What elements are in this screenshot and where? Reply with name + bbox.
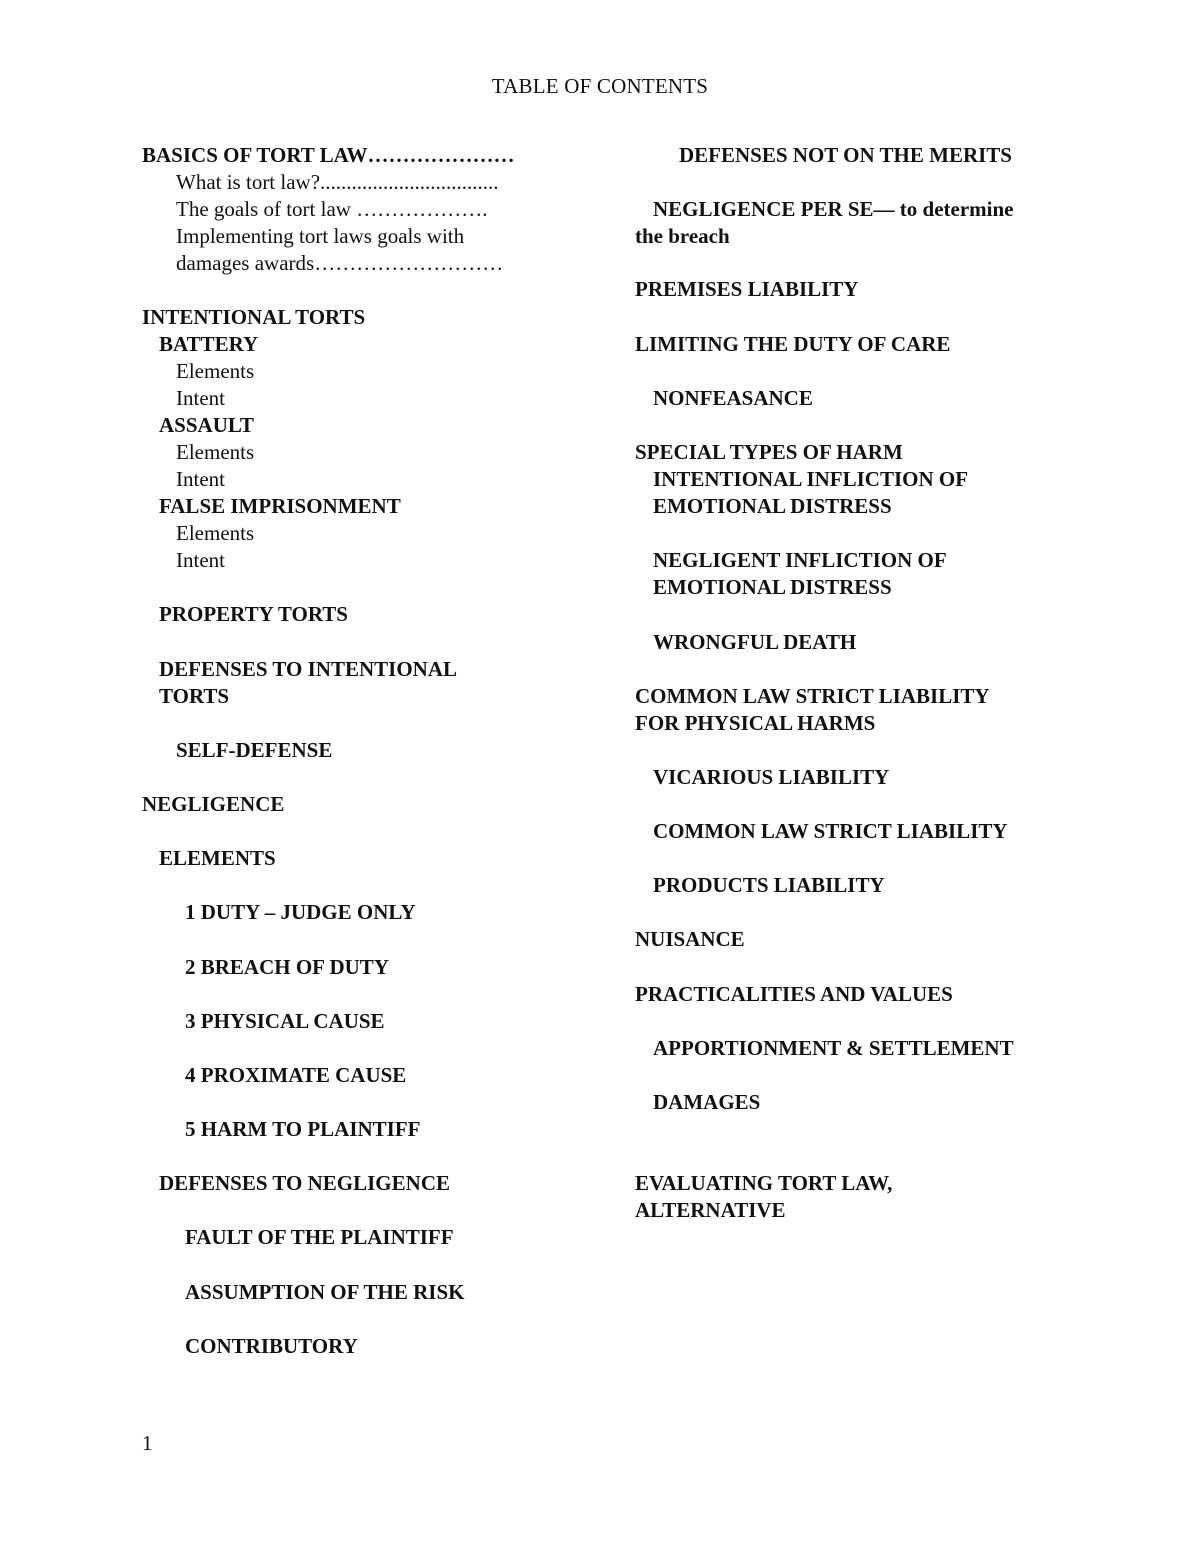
toc-basics-of-tort-law[interactable]: BASICS OF TORT LAW………………… xyxy=(142,143,515,167)
toc-strict-liability-line2[interactable]: FOR PHYSICAL HARMS xyxy=(635,711,876,735)
toc-physical-cause[interactable]: 3 PHYSICAL CAUSE xyxy=(185,1009,385,1033)
page-title: TABLE OF CONTENTS xyxy=(491,74,709,98)
toc-battery-elements[interactable]: Elements xyxy=(176,359,255,383)
toc-defenses-to-negligence[interactable]: DEFENSES TO NEGLIGENCE xyxy=(159,1171,450,1195)
toc-proximate-cause[interactable]: 4 PROXIMATE CAUSE xyxy=(185,1063,407,1087)
toc-nuisance[interactable]: NUISANCE xyxy=(635,927,745,951)
toc-iied-line2[interactable]: EMOTIONAL DISTRESS xyxy=(653,494,892,518)
toc-what-is-tort-law[interactable]: What is tort law?.................................. xyxy=(176,170,499,194)
toc-harm-to-plaintiff[interactable]: 5 HARM TO PLAINTIFF xyxy=(185,1117,421,1141)
toc-assault[interactable]: ASSAULT xyxy=(159,413,254,437)
toc-elements[interactable]: ELEMENTS xyxy=(159,846,276,870)
toc-defenses-intentional-line2[interactable]: TORTS xyxy=(159,684,230,708)
toc-fault-of-plaintiff[interactable]: FAULT OF THE PLAINTIFF xyxy=(185,1225,454,1249)
toc-duty[interactable]: 1 DUTY – JUDGE ONLY xyxy=(185,900,416,924)
toc-false-imprisonment[interactable]: FALSE IMPRISONMENT xyxy=(159,494,401,518)
toc-special-types-of-harm[interactable]: SPECIAL TYPES OF HARM xyxy=(635,440,903,464)
toc-breach-of-duty[interactable]: 2 BREACH OF DUTY xyxy=(185,955,389,979)
toc-battery[interactable]: BATTERY xyxy=(159,332,259,356)
toc-false-imprisonment-elements[interactable]: Elements xyxy=(176,521,255,545)
toc-limiting-duty-of-care[interactable]: LIMITING THE DUTY OF CARE xyxy=(635,332,951,356)
toc-evaluating-tort-law-line1[interactable]: EVALUATING TORT LAW, xyxy=(635,1171,893,1195)
toc-apportionment-settlement[interactable]: APPORTIONMENT & SETTLEMENT xyxy=(653,1036,1014,1060)
toc-property-torts[interactable]: PROPERTY TORTS xyxy=(159,602,348,626)
toc-assumption-of-risk[interactable]: ASSUMPTION OF THE RISK xyxy=(185,1280,465,1304)
toc-evaluating-tort-law-line2[interactable]: ALTERNATIVE xyxy=(635,1198,786,1222)
toc-self-defense[interactable]: SELF-DEFENSE xyxy=(176,738,333,762)
toc-assault-elements[interactable]: Elements xyxy=(176,440,255,464)
toc-assault-intent[interactable]: Intent xyxy=(176,467,225,491)
toc-iied-line1[interactable]: INTENTIONAL INFLICTION OF xyxy=(653,467,969,491)
toc-wrongful-death[interactable]: WRONGFUL DEATH xyxy=(653,630,857,654)
toc-negligence-per-se-line1[interactable]: NEGLIGENCE PER SE— to determine xyxy=(653,197,1014,221)
toc-practicalities-and-values[interactable]: PRACTICALITIES AND VALUES xyxy=(635,982,953,1006)
toc-common-law-strict-liability[interactable]: COMMON LAW STRICT LIABILITY xyxy=(653,819,1008,843)
toc-negligence-per-se-line2[interactable]: the breach xyxy=(635,224,730,248)
toc-false-imprisonment-intent[interactable]: Intent xyxy=(176,548,225,572)
toc-implementing-goals-line1[interactable]: Implementing tort laws goals with xyxy=(176,224,465,248)
toc-vicarious-liability[interactable]: VICARIOUS LIABILITY xyxy=(653,765,890,789)
toc-products-liability[interactable]: PRODUCTS LIABILITY xyxy=(653,873,885,897)
toc-contributory[interactable]: CONTRIBUTORY xyxy=(185,1334,358,1358)
toc-implementing-goals-line2[interactable]: damages awards……………………… xyxy=(176,251,504,275)
toc-premises-liability[interactable]: PREMISES LIABILITY xyxy=(635,277,859,301)
toc-nied-line1[interactable]: NEGLIGENT INFLICTION OF xyxy=(653,548,947,572)
page-number: 1 xyxy=(142,1431,153,1455)
toc-intentional-torts[interactable]: INTENTIONAL TORTS xyxy=(142,305,366,329)
toc-damages[interactable]: DAMAGES xyxy=(653,1090,761,1114)
toc-strict-liability-line1[interactable]: COMMON LAW STRICT LIABILITY xyxy=(635,684,990,708)
toc-defenses-not-on-merits[interactable]: DEFENSES NOT ON THE MERITS xyxy=(679,143,1012,167)
toc-goals-of-tort-law[interactable]: The goals of tort law ………………. xyxy=(176,197,488,221)
toc-nied-line2[interactable]: EMOTIONAL DISTRESS xyxy=(653,575,892,599)
toc-defenses-intentional-line1[interactable]: DEFENSES TO INTENTIONAL xyxy=(159,657,457,681)
toc-negligence[interactable]: NEGLIGENCE xyxy=(142,792,285,816)
toc-nonfeasance[interactable]: NONFEASANCE xyxy=(653,386,813,410)
toc-battery-intent[interactable]: Intent xyxy=(176,386,225,410)
